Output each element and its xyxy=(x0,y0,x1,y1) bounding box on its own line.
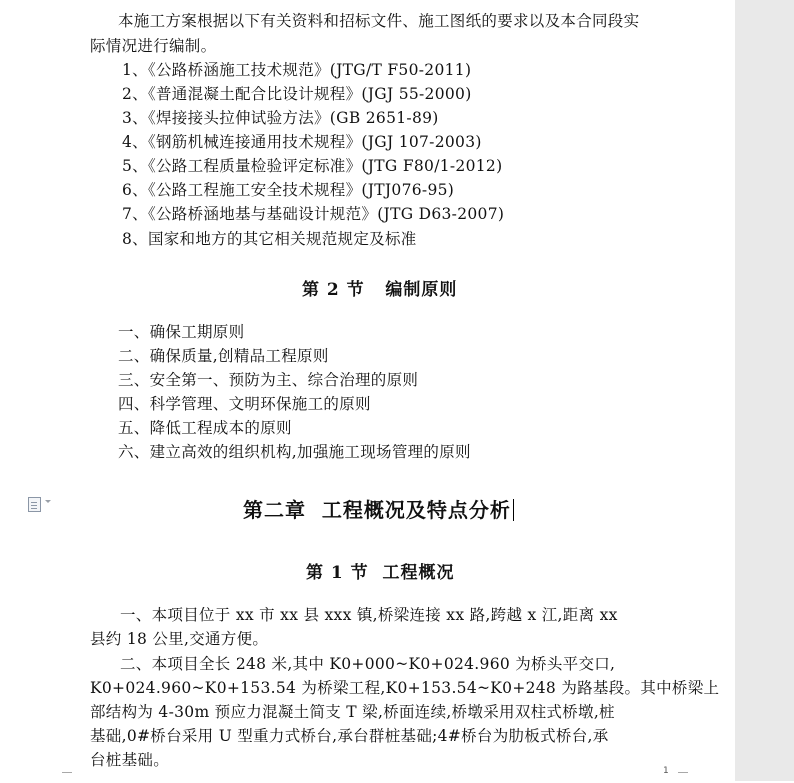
principle-item: 三、安全第一、预防为主、综合治理的原则 xyxy=(118,371,419,389)
reference-item: 1、《公路桥涵施工技术规范》(JTG/T F50-2011) xyxy=(122,61,472,79)
reference-item: 3、《焊接接头拉伸试验方法》(GB 2651-89) xyxy=(122,109,439,127)
text-cursor xyxy=(513,499,515,521)
paragraph-1-line-1: 一、本项目位于 xx 市 xx 县 xxx 镇,桥梁连接 xx 路,跨越 x 江,距离 xx xyxy=(120,606,618,624)
paragraph-2-line-4: 基础,0#桥台采用 U 型重力式桥台,承台群桩基础;4#桥台为肋板式桥台,承 xyxy=(90,727,609,745)
reference-item: 5、《公路工程质量检验评定标准》(JTG F80/1-2012) xyxy=(122,157,503,175)
reference-item: 6、《公路工程施工安全技术规程》(JTJ076-95) xyxy=(122,181,455,199)
principle-item: 六、建立高效的组织机构,加强施工现场管理的原则 xyxy=(118,443,471,461)
document-background-gutter xyxy=(735,0,794,781)
reference-item: 4、《钢筋机械连接通用技术规程》(JGJ 107-2003) xyxy=(122,133,482,151)
principle-item: 一、确保工期原则 xyxy=(118,323,245,341)
page-corner-mark xyxy=(678,772,688,783)
reference-item: 2、《普通混凝土配合比设计规程》(JGJ 55-2000) xyxy=(122,85,472,103)
principle-item: 四、科学管理、文明环保施工的原则 xyxy=(118,395,371,413)
paragraph-1-line-2: 县约 18 公里,交通方便。 xyxy=(90,630,269,648)
section-1-heading: 第 1 节 工程概况 xyxy=(306,563,455,583)
reference-item: 8、国家和地方的其它相关规范规定及标准 xyxy=(122,230,417,248)
paragraph-2-line-5: 台桩基础。 xyxy=(90,751,170,769)
chevron-down-icon[interactable] xyxy=(45,500,51,503)
page-corner-mark xyxy=(62,772,72,783)
paragraph-2-line-1: 二、本项目全长 248 米,其中 K0+000~K0+024.960 为桥头平交口, xyxy=(120,655,616,673)
principle-item: 五、降低工程成本的原则 xyxy=(118,419,292,437)
intro-line-2: 际情况进行编制。 xyxy=(90,37,217,55)
section-2-heading: 第 2 节 编制原则 xyxy=(302,280,458,300)
paragraph-2-line-3: 部结构为 4-30m 预应力混凝土简支 T 梁,桥面连续,桥墩采用双柱式桥墩,桩 xyxy=(90,703,615,721)
chapter-2-heading xyxy=(243,494,514,523)
paragraph-menu-icon[interactable] xyxy=(28,497,41,512)
principle-item: 二、确保质量,创精品工程原则 xyxy=(118,347,329,365)
chapter-2-heading-text: 第二章 工程概况及特点分析 xyxy=(243,498,511,522)
paragraph-2-line-2: K0+024.960~K0+153.54 为桥梁工程,K0+153.54~K0+248 为路基段。其中桥梁上 xyxy=(90,679,720,697)
page-number: 1 xyxy=(663,766,669,776)
reference-item: 7、《公路桥涵地基与基础设计规范》(JTG D63-2007) xyxy=(122,205,505,223)
intro-line-1: 本施工方案根据以下有关资料和招标文件、施工图纸的要求以及本合同段实 xyxy=(118,12,640,30)
